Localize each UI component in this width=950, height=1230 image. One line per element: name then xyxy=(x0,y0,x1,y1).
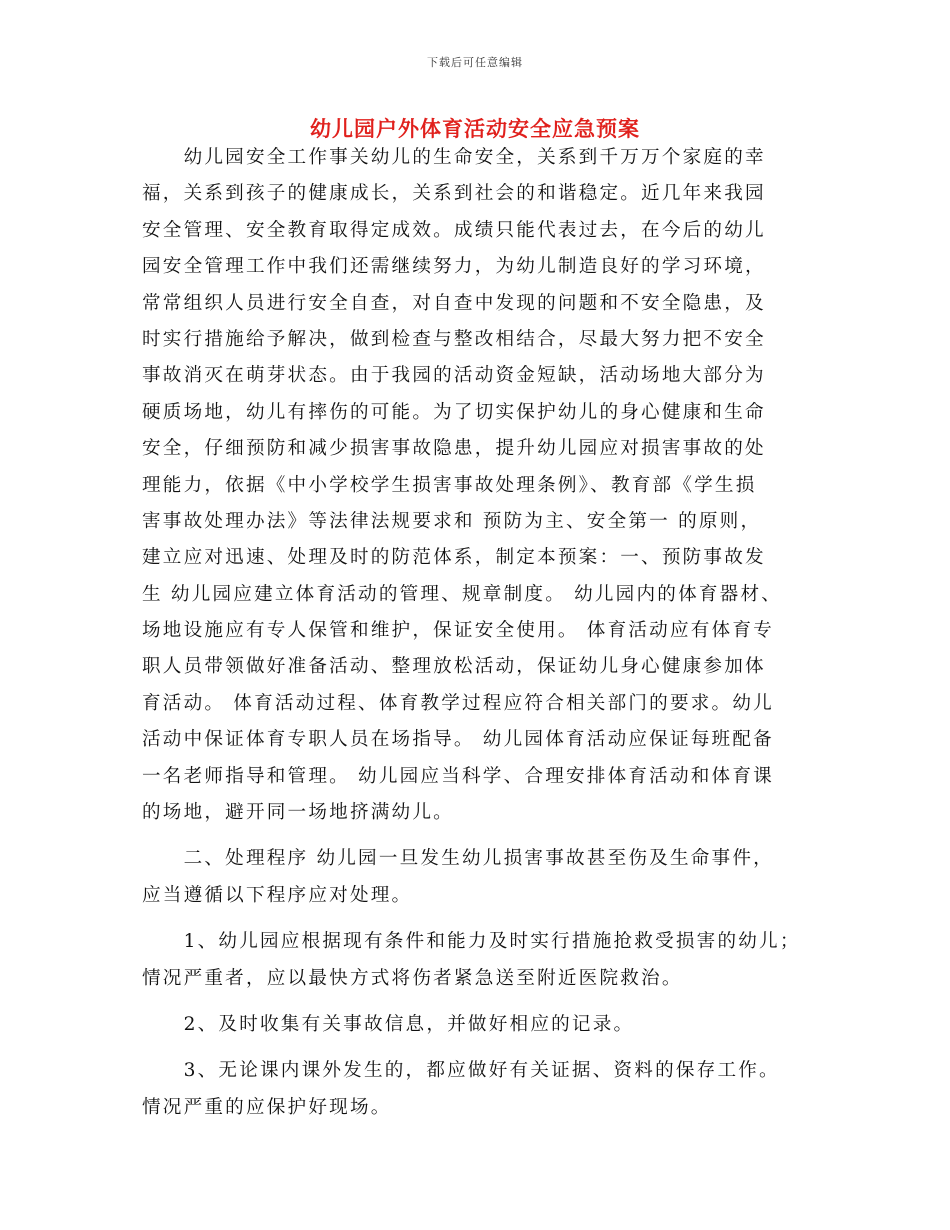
text-line: 一名老师指导和管理。 幼儿园应当科学、合理安排体育活动和体育课 xyxy=(142,765,774,787)
text-line: 时实行措施给予解决，做到检查与整改相结合，尽最大努力把不安全 xyxy=(142,328,766,350)
paragraph-step-2 xyxy=(142,1007,812,1043)
text-line: 幼儿园安全工作事关幼儿的生命安全，关系到千万万个家庭的幸 xyxy=(142,147,766,168)
paragraph-step-3 xyxy=(142,1053,812,1126)
text-line: 情况严重者，应以最快方式将伤者紧急送至附近医院救治。 xyxy=(142,967,683,989)
document-body xyxy=(142,140,812,1126)
text-line: 安全，仔细预防和减少损害事故隐患，提升幼儿园应对损害事故的处 xyxy=(142,438,766,460)
paragraph-spacer xyxy=(142,831,812,841)
text-line: 园安全管理工作中我们还需继续努力，为幼儿制造良好的学习环境， xyxy=(142,256,766,278)
text-line: 硬质场地，幼儿有摔伤的可能。为了切实保护幼儿的身心健康和生命 xyxy=(142,401,766,423)
text-line: 安全管理、安全教育取得定成效。成绩只能代表过去，在今后的幼儿 xyxy=(142,219,766,241)
text-line: 的场地，避开同一场地挤满幼儿。 xyxy=(142,802,454,824)
text-line: 生 幼儿园应建立体育活动的管理、规章制度。 幼儿园内的体育器材、 xyxy=(142,583,783,605)
paragraph-spacer xyxy=(142,1043,812,1053)
document-title: 幼儿园户外体育活动安全应急预案 xyxy=(310,116,640,141)
text-line: 二、处理程序 幼儿园一旦发生幼儿损害事故甚至伤及生命事件， xyxy=(142,848,774,870)
text-line: 1、幼儿园应根据现有条件和能力及时实行措施抢救受损害的幼儿； xyxy=(142,931,801,953)
text-line: 理能力，依据《中小学校学生损害事故处理条例》、教育部《学生损 xyxy=(142,474,757,496)
text-line: 常常组织人员进行安全自查，对自查中发现的问题和不安全隐患，及 xyxy=(142,292,766,314)
text-line: 职人员带领做好准备活动、整理放松活动，保证幼儿身心健康参加体 xyxy=(142,656,766,678)
paragraph-spacer xyxy=(142,997,812,1007)
text-line: 事故消灭在萌芽状态。由于我园的活动资金短缺，活动场地大部分为 xyxy=(142,365,766,387)
text-line: 2、及时收集有关事故信息，并做好相应的记录。 xyxy=(142,1013,635,1035)
header-note: 下载后可任意编辑 xyxy=(427,56,523,69)
paragraph-step-1 xyxy=(142,924,812,997)
text-line: 活动中保证体育专职人员在场指导。 幼儿园体育活动应保证每班配备 xyxy=(142,729,774,751)
text-line: 害事故处理办法》等法律法规要求和 预防为主、安全第一 的原则， xyxy=(142,510,762,532)
text-line: 情况严重的应保护好现场。 xyxy=(142,1096,392,1118)
text-line: 3、无论课内课外发生的，都应做好有关证据、资料的保存工作。 xyxy=(142,1060,780,1082)
text-line: 育活动。 体育活动过程、体育教学过程应符合相关部门的要求。幼儿 xyxy=(142,692,774,714)
text-line: 建立应对迅速、处理及时的防范体系，制定本预案：一、预防事故发 xyxy=(142,547,766,569)
text-line: 应当遵循以下程序应对处理。 xyxy=(142,884,413,906)
paragraph-spacer xyxy=(142,914,812,924)
paragraph-intro xyxy=(142,140,812,831)
paragraph-procedure xyxy=(142,841,812,914)
text-line: 场地设施应有专人保管和维护，保证安全使用。 体育活动应有体育专 xyxy=(142,620,774,642)
text-line: 福，关系到孩子的健康成长，关系到社会的和谐稳定。近几年来我园 xyxy=(142,183,766,205)
